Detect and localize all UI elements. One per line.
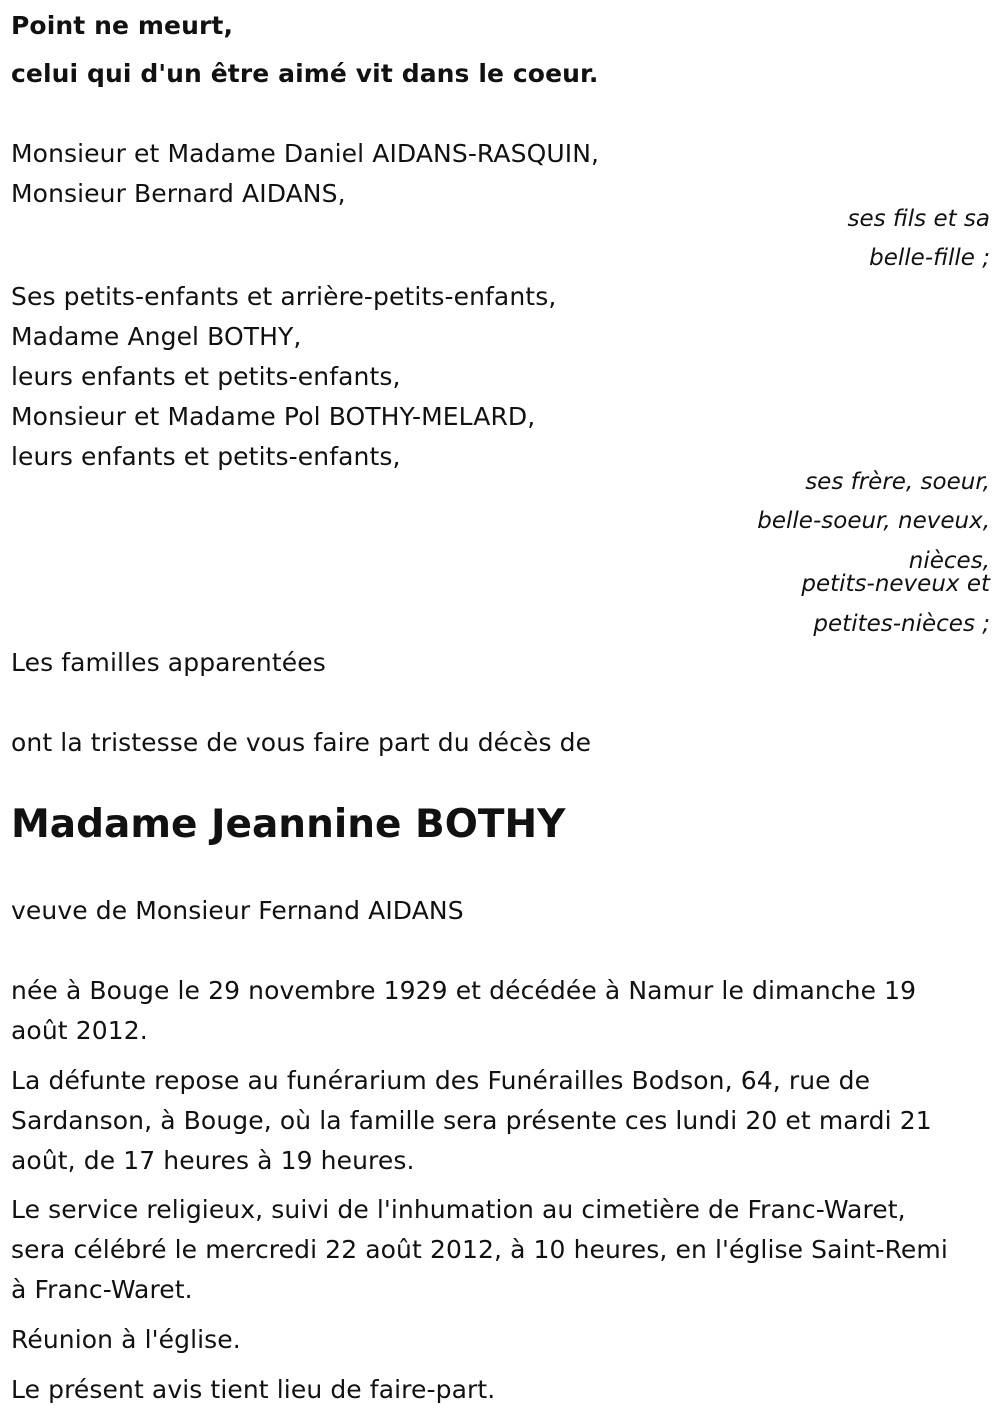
mourner-line: leurs enfants et petits-enfants, (11, 362, 401, 391)
mourner-line: Monsieur et Madame Pol BOTHY-MELARD, (11, 402, 536, 431)
meeting-line: Réunion à l'église. (11, 1325, 241, 1354)
relation-line: petits-neveux et (801, 571, 990, 597)
service-line: à Franc-Waret. (11, 1275, 193, 1304)
deceased-name: Madame Jeannine BOTHY (11, 802, 566, 847)
birth-death-line: née à Bouge le 29 novembre 1929 et décédée à Namur le dimanche 19 (11, 976, 917, 1005)
motto-line-2: celui qui d'un être aimé vit dans le coeur. (11, 59, 599, 88)
mourner-line: Madame Angel BOTHY, (11, 322, 302, 351)
motto-line-1: Point ne meurt, (11, 11, 234, 40)
repose-line: août, de 17 heures à 19 heures. (11, 1146, 415, 1175)
families-line: Les familles apparentées (11, 648, 326, 677)
relation-line: ses fils et sa (847, 206, 990, 232)
service-line: Le service religieux, suivi de l'inhumation au cimetière de Franc-Waret, (11, 1195, 906, 1224)
notice-line: Le présent avis tient lieu de faire-part. (11, 1375, 496, 1404)
service-line: sera célébré le mercredi 22 août 2012, à 10 heures, en l'église Saint-Remi (11, 1235, 948, 1264)
repose-line: Sardanson, à Bouge, où la famille sera présente ces lundi 20 et mardi 21 (11, 1106, 932, 1135)
relation-line: belle-fille ; (869, 245, 990, 271)
relation-line: ses frère, soeur, (805, 469, 990, 495)
repose-line: La défunte repose au funérarium des Funérailles Bodson, 64, rue de (11, 1066, 871, 1095)
birth-death-line: août 2012. (11, 1016, 148, 1045)
relation-line: nièces, (908, 548, 990, 574)
mourner-line: leurs enfants et petits-enfants, (11, 442, 401, 471)
relation-line: petites-nièces ; (813, 611, 990, 637)
announcement-line: ont la tristesse de vous faire part du décès de (11, 728, 592, 757)
relation-line: belle-soeur, neveux, (757, 508, 990, 534)
widow-of-line: veuve de Monsieur Fernand AIDANS (11, 896, 464, 925)
mourner-line: Monsieur et Madame Daniel AIDANS-RASQUIN, (11, 139, 600, 168)
mourner-line: Ses petits-enfants et arrière-petits-enfants, (11, 282, 557, 311)
mourner-line: Monsieur Bernard AIDANS, (11, 179, 346, 208)
